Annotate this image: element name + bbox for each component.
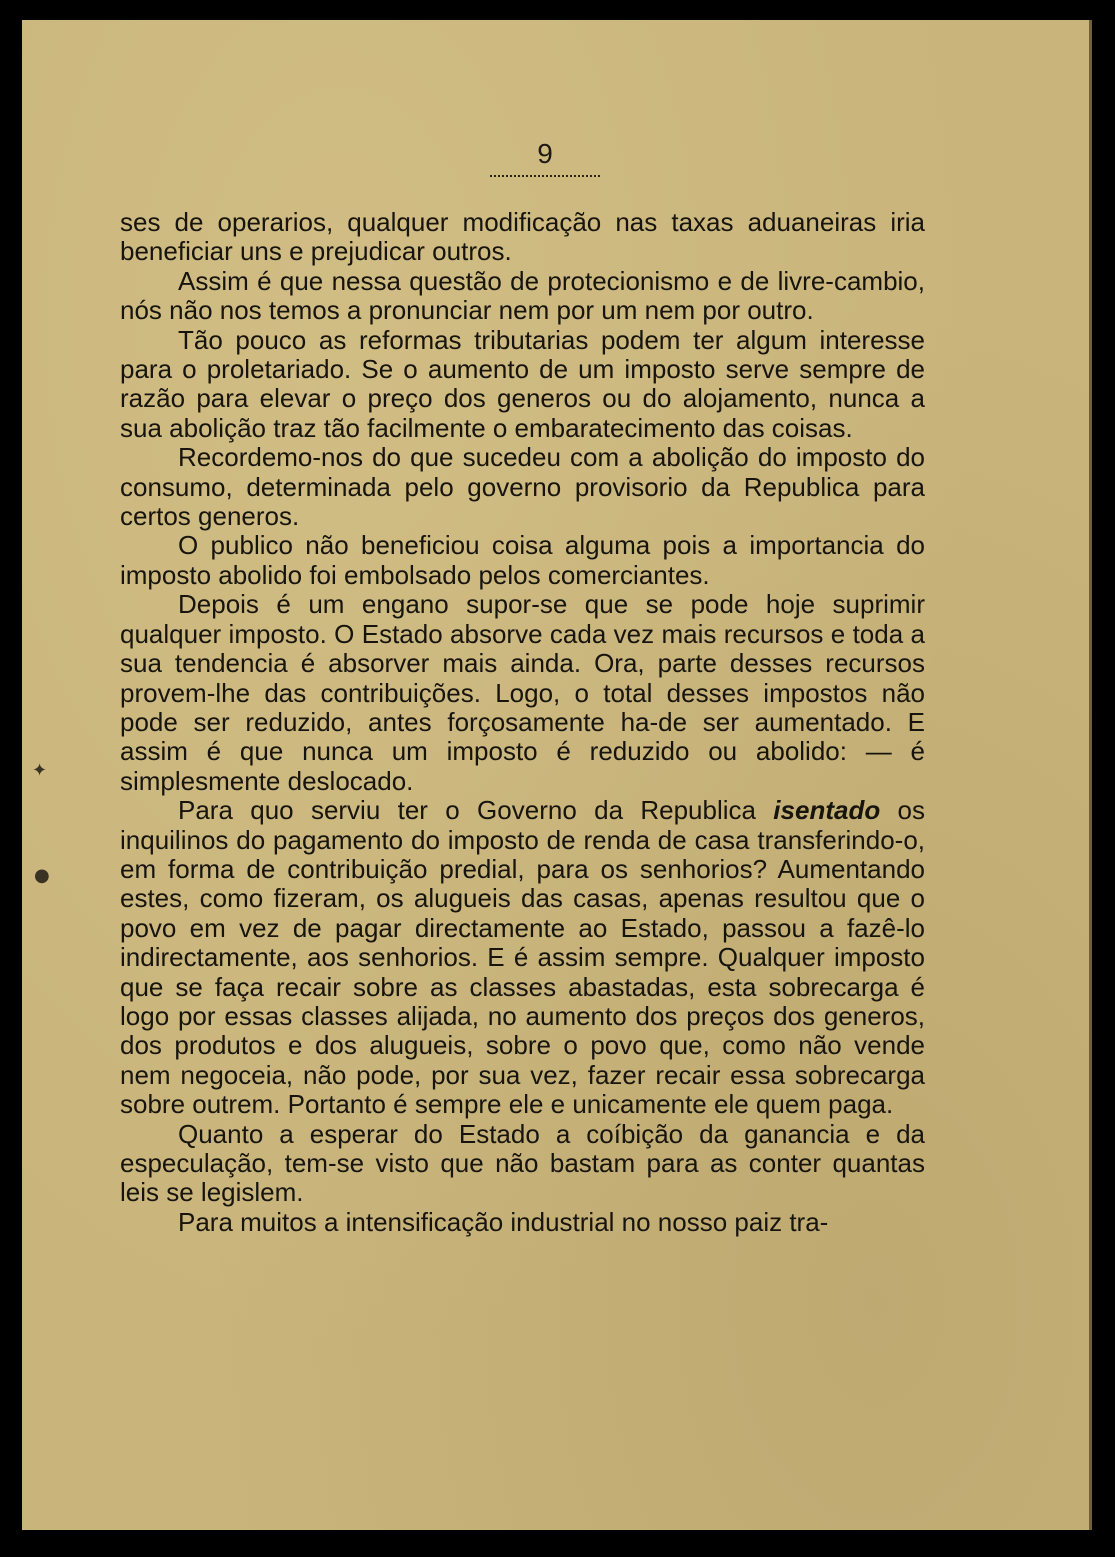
page-number: 9 [537,138,553,169]
emphasized-word: isentado [773,795,881,826]
paragraph-text: Depois é um engano supor-se que se pode hoje suprimir qualquer imposto. O Estado absorve cada vez mais recursos e toda a sua tendencia é absorver mais ainda. Ora, parte desses recursos provem-lhe das contribuições. Logo, o total desses impostos não pode ser reduzido, antes forçosamente ha-de ser aumentado. E assim é que nunca um imposto é reduzido ou abolido: — é simplesmente deslocado. [120,589,925,796]
paragraph-text: O publico não beneficiou coisa alguma pois a importancia do imposto abolido foi embolsado pelos comerciantes. [120,530,925,590]
paragraph-text: Para muitos a intensificação industrial no nosso paiz tra- [178,1206,829,1237]
paragraph [120,208,925,267]
paragraph [120,326,925,444]
ink-speck: ✦ [32,760,48,781]
paragraph-text: Recordemo-nos do que sucedeu com a abolição do imposto do consumo, determinada pelo governo provisorio da Republica para certos generos. [120,442,925,532]
book-page [22,20,1092,1530]
paragraph [120,1208,925,1237]
paragraph-text: Para quo serviu ter o Governo da Republica [178,795,774,826]
paragraph [120,1120,925,1208]
paragraph [120,443,925,531]
body-text [120,208,925,1237]
paragraph [120,531,925,590]
paragraph [120,796,925,1119]
paragraph [120,590,925,796]
paragraph-text: os inquilinos do pagamento do imposto de renda de casa transferindo-o, em forma de contribuição predial, para os senhorios? Aumentando estes, como fizeram, os alugueis das casas, apenas resultou que o povo em vez de pagar directamente ao Estado, passou a fazê-lo indirectamente, aos senhorios. E é assim sempre. Qualquer imposto que se faça recair sobre as classes abastadas, esta sobrecarga é logo por essas classes alijada, no aumento dos preços dos generos, dos produtos e dos alugueis, sobre o povo que, como não vende nem negoceia, não pode, por sua vez, fazer recair essa sobrecarga sobre outrem. Portanto é sempre ele e unicamente ele quem paga. [120,795,925,1120]
paragraph-text: Tão pouco as reformas tributarias podem ter algum interesse para o proletariado. Se o aumento de um imposto serve sempre de razão para elevar o preço dos generos ou do alojamento, nunca a sua abolição traz tão facilmente o embaratecimento das coisas. [120,324,925,443]
paragraph [120,267,925,326]
paragraph-text: ses de operarios, qualquer modificação nas taxas aduaneiras iria beneficiar uns e prejudicar outros. [120,207,925,267]
paragraph-text: Assim é que nessa questão de protecionismo e de livre-cambio, nós não nos temos a pronunciar nem por um nem por outro. [120,265,925,326]
page-number-underline [490,175,600,177]
paragraph-text: Quanto a esperar do Estado a coíbição da ganancia e da especulação, tem-se visto que não bastam para as conter quantas leis se legislem. [120,1118,925,1208]
ink-speck: ● [34,865,50,886]
